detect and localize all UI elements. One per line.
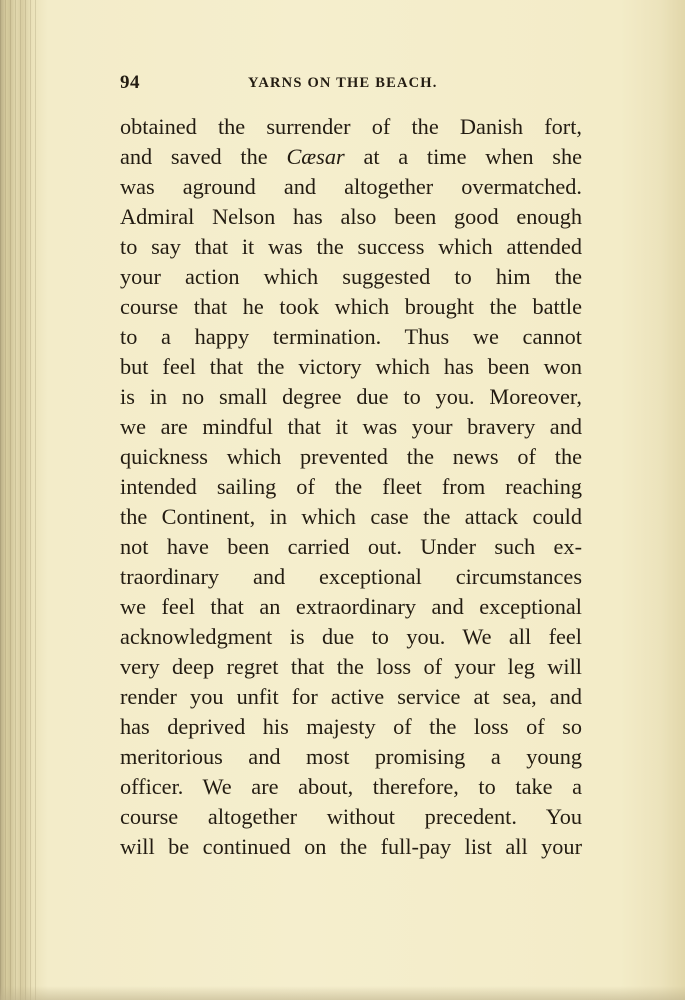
text-line: very deep regret that the loss of your leg will [120,654,582,679]
text-line: course that he took which brought the battle [120,294,582,319]
text-line: but feel that the victory which has been won [120,354,582,379]
running-title: YARNS ON THE BEACH. [248,75,438,91]
page-edge [0,0,40,1000]
text-line: intended sailing of the fleet from reaching [120,474,582,499]
text-line: course altogether without precedent. You [120,804,582,829]
text-line: is in no small degree due to you. Moreover, [120,384,582,409]
text-line: to say that it was the success which attended [120,234,582,259]
text-line: Admiral Nelson has also been good enough [120,204,582,229]
text-line: to a happy termination. Thus we cannot [120,324,582,349]
text-fragment: at a time when she [363,144,583,169]
text-line: the Continent, in which case the attack could [120,504,582,529]
text-line: will be continued on the full-pay list all your [120,834,582,859]
text-line: quickness which prevented the news of the [120,444,582,469]
text-line: render you unfit for active service at sea, and [120,684,582,709]
text-line: has deprived his majesty of the loss of so [120,714,582,739]
text-line: obtained the surrender of the Danish fort, [120,114,582,139]
page-bottom-edge [0,986,685,1000]
running-head [120,72,580,100]
text-line: we are mindful that it was your bravery and [120,414,582,439]
ship-name: Cæsar [286,144,345,169]
body-text [120,112,582,862]
text-line: traordinary and exceptional circumstances [120,564,582,589]
text-line: meritorious and most promising a young [120,744,582,769]
text-line [120,142,582,172]
text-line: officer. We are about, therefore, to take a [120,774,582,799]
page-number: 94 [120,72,140,93]
text-line: we feel that an extraordinary and exceptional [120,594,582,619]
text-line: not have been carried out. Under such ex- [120,534,582,559]
text-fragment: and saved the [120,144,268,169]
text-line: was aground and altogether overmatched. [120,174,582,199]
text-line: your action which suggested to him the [120,264,582,289]
text-line: acknowledgment is due to you. We all feel [120,624,582,649]
